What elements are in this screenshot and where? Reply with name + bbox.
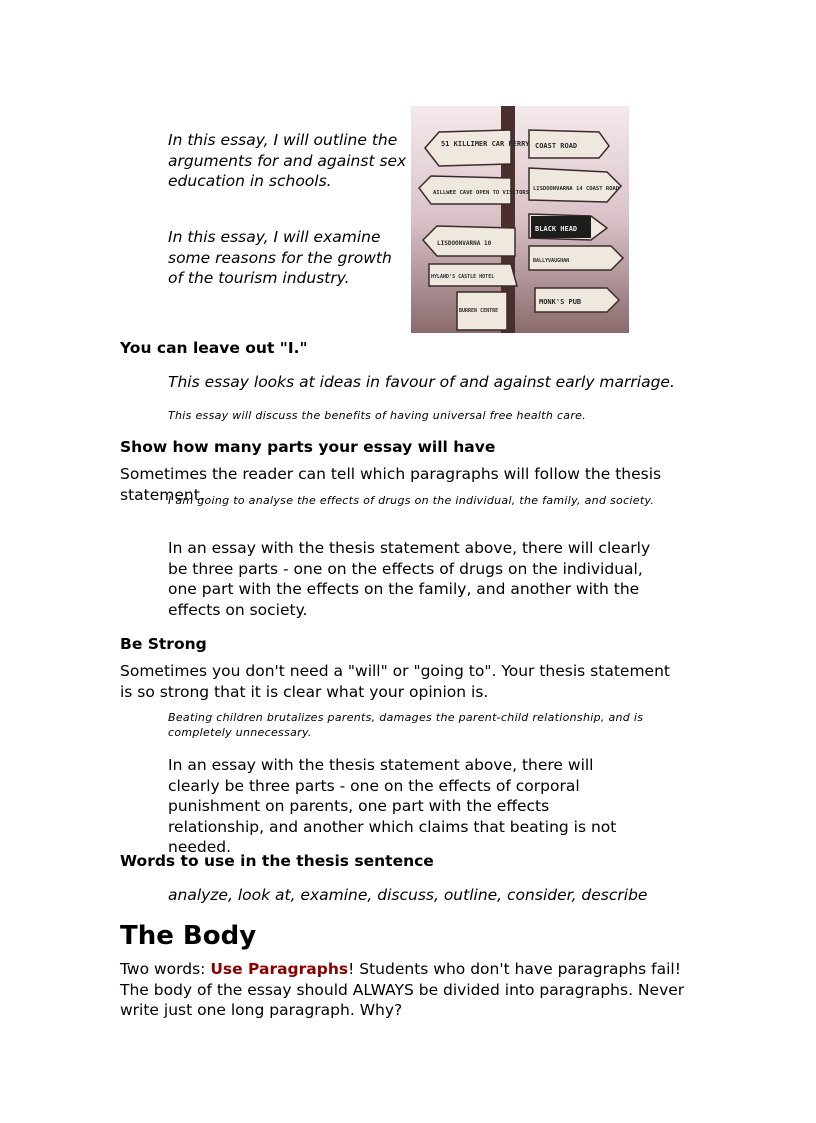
strong-example: Beating children brutalizes parents, damages the parent-child relationship, and is completely unnecessary. xyxy=(168,711,644,739)
signpost-photo xyxy=(411,106,629,333)
sign-aillwee: AILLWEE CAVE OPEN TO VISITORS xyxy=(433,190,530,196)
heading-words: Words to use in the thesis sentence xyxy=(120,852,434,870)
example-health-care: This essay will discuss the benefits of having universal free health care. xyxy=(168,409,587,422)
heading-be-strong: Be Strong xyxy=(120,635,207,653)
sign-lisdoonvarna-10: LISDOONVARNA 10 xyxy=(437,240,492,247)
sign-lisdoonvarna-14: LISDOONVARNA 14 COAST ROAD xyxy=(533,186,620,192)
intro-example-2: In this essay, I will examine some reasons for the growth of the tourism industry. xyxy=(168,228,392,287)
intro-example-1: In this essay, I will outline the arguments for and against sex education in schools. xyxy=(168,131,407,190)
use-paragraphs-highlight: Use Paragraphs xyxy=(210,960,349,978)
section-title-body: The Body xyxy=(120,921,257,951)
sign-killimer: 51 KILLIMER CAR FERRY xyxy=(441,140,530,148)
heading-parts: Show how many parts your essay will have xyxy=(120,438,496,456)
parts-text: Sometimes the reader can tell which paragraphs will follow the thesis statement. xyxy=(120,465,662,504)
strong-explanation: In an essay with the thesis statement above, there will clearly be three parts - one on the effects of corporal punishment on parents, one part with the effects relationship, and another which claims that beating is not needed. xyxy=(168,756,617,856)
body-text xyxy=(120,959,700,1021)
sign-hotel: HYLAND'S CASTLE HOTEL xyxy=(431,274,495,280)
body-lead: Two words: xyxy=(120,960,211,978)
body-after-highlight: ! Students who don't have paragraphs fail! xyxy=(348,960,681,978)
words-list: analyze, look at, examine, discuss, outline, consider, describe xyxy=(168,886,648,904)
parts-example: I am going to analyse the effects of drugs on the individual, the family, and society. xyxy=(168,494,655,507)
sign-monks-pub: MONK'S PUB xyxy=(539,298,582,306)
sign-coast-road: COAST ROAD xyxy=(535,142,578,150)
heading-leave-out-i: You can leave out "I." xyxy=(120,339,308,357)
body-paragraph-text: The body of the essay should ALWAYS be divided into paragraphs. Never write just one long paragraph. Why? xyxy=(120,980,685,1019)
parts-explanation: In an essay with the thesis statement above, there will clearly be three parts - one on the effects of drugs on the individual, one part with the effects on the family, and another with the effects on society. xyxy=(168,539,651,619)
strong-text: Sometimes you don't need a "will" or "going to". Your thesis statement is so strong that it is clear what your opinion is. xyxy=(120,662,670,701)
example-early-marriage: This essay looks at ideas in favour of and against early marriage. xyxy=(168,373,675,391)
sign-burren-centre: BURREN CENTRE xyxy=(459,308,499,314)
sign-ballyvaughan: BALLYVAUGHAN xyxy=(533,258,570,264)
sign-black-head: BLACK HEAD xyxy=(535,225,578,233)
